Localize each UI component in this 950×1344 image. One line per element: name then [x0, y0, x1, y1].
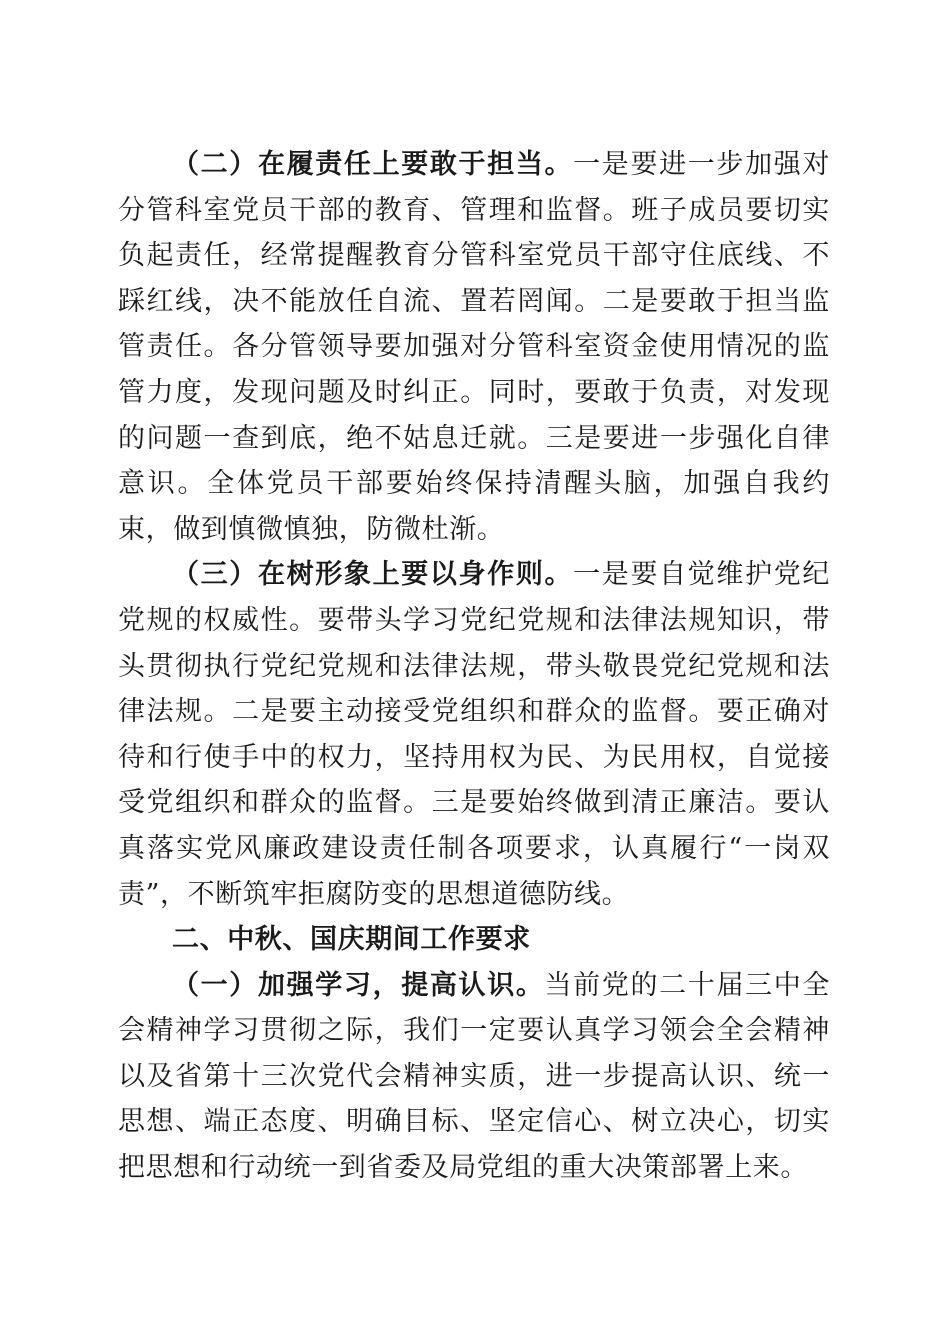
- paragraph-lead: （三）在树形象上要以身作则。: [172, 559, 574, 591]
- paragraph-lead: （二）在履责任上要敢于担当。: [172, 149, 574, 180]
- paragraph-lead: （一）加强学习，提高认识。: [172, 969, 545, 1001]
- paragraph-text: 一是要进一步加强对分管科室党员干部的教育、管理和监督。班子成员要切实负起责任，经常提醒教育分管科室党员干部守住底线、不踩红线，决不能放任自流、置若罔闻。二是要敢于担当监管责任。各分管领导要加强对分管科室资金使用情况的监管力度，发现问题及时纠正。同时，要敢于负责，对发现的问题一查到底，绝不姑息迁就。三是要进一步强化自律意识。全体党员干部要始终保持清醒头脑，加强自我约束，做到慎微慎独，防微杜渐。: [118, 149, 830, 545]
- paragraph-text: 一是要自觉维护党纪党规的权威性。要带头学习党纪党规和法律法规知识，带头贯彻执行党纪党规和法律法规，带头敬畏党纪党规和法律法规。二是要主动接受党组织和群众的监督。要正确对待和行使手中的权力，坚持用权为民、为民用权，自觉接受党组织和群众的监督。三是要始终做到清正廉洁。要认真落实党风廉政建设责任制各项要求，认真履行“一岗双责”，不断筑牢拒腐防变的思想道德防线。: [118, 559, 830, 910]
- paragraph-responsibility: [118, 142, 830, 552]
- paragraph-study: [118, 963, 830, 1191]
- paragraph-image: [118, 552, 830, 917]
- section-heading: 二、中秋、国庆期间工作要求: [172, 924, 531, 956]
- document-body: [118, 142, 830, 1191]
- paragraph-text: 当前党的二十届三中全会精神学习贯彻之际，我们一定要认真学习领会全会精神以及省第十三次党代会精神实质，进一步提高认识、统一思想、端正态度、明确目标、坚定信心、树立决心，切实把思想和行动统一到省委及局党组的重大决策部署上来。: [118, 969, 831, 1184]
